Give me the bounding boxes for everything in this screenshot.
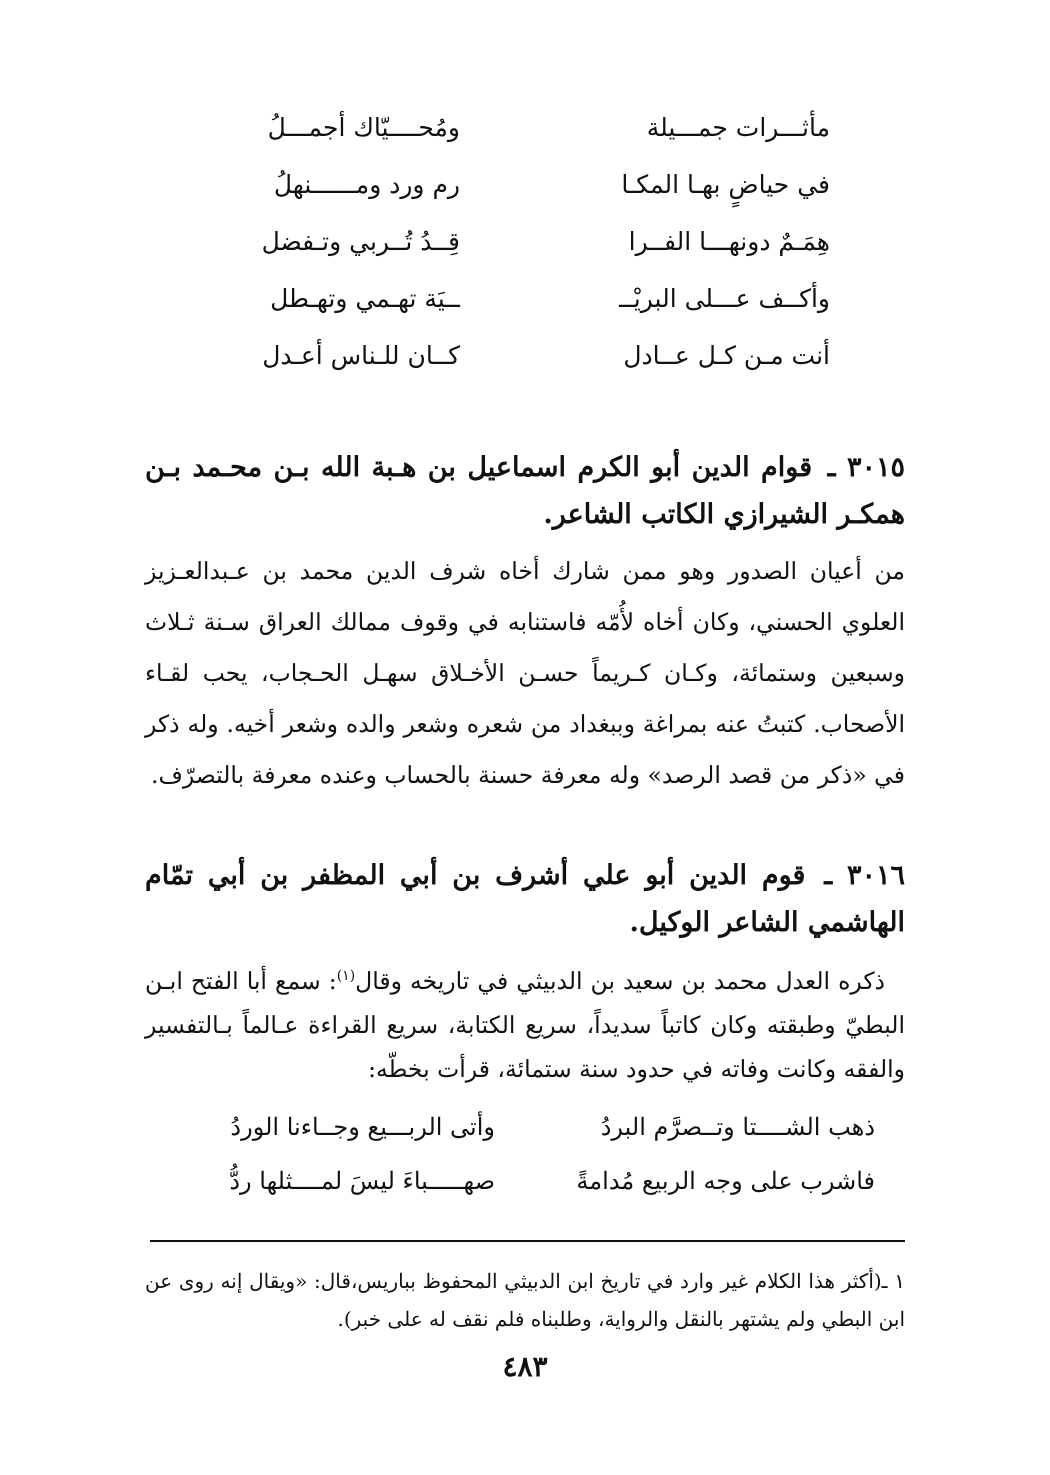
entry-paragraph: من أعيان الصدور وهو ممن شارك أخاه شرف الدين محمد بن عـبدالعـزيز العلوي الحسني، وكان أخاه لأُمّه فاستنابه في وقوف ممالك العراق سـنة ثـلاث وسبعين وستمائة، وكـان كـريماً حسـن الأخـلاق سهـل الحـجاب، يحب لقـاء الأصحاب. كتبتُ عنه بمراغة وببغداد من شعره وشعر والده وشعر أخيه. وله ذكر في «ذكر من قصد الرصد» وله معرفة حسنة بالحساب وعنده معرفة بالتصرّف. (145, 557, 905, 789)
poem-hemistich-first: مأثـــرات جمـــيلة (646, 113, 830, 142)
entry-paragraph (145, 954, 905, 1091)
footnote-divider (150, 1240, 905, 1242)
poem-hemistich-second: كــان للـناس أعـدل (262, 341, 460, 370)
entry-text: ذكره العدل محمد بن سعيد بن الدبيثي في تاريخه وقال (355, 966, 885, 995)
poem-hemistich-second: ومُحــــيّاك أجمـــلُ (267, 113, 460, 142)
poem-couplet (165, 1159, 875, 1213)
poem-couplet (225, 336, 830, 393)
poem-hemistich-first: هِمَـمٌ دونهـــا الفــرا (628, 227, 830, 256)
poem-couplet (165, 1105, 875, 1159)
poem-top (225, 108, 830, 393)
poem-hemistich-second: وأتى الربـــيع وجــاءنا الوردُ (230, 1113, 495, 1141)
page-number: ٤٨٣ (502, 1350, 548, 1383)
poem-hemistich-second: صهـــــباءَ ليسَ لمــــثلها ردُّ (229, 1167, 495, 1195)
poem-hemistich-first: ذهب الشــــتا وتــصرَّم البردُ (600, 1113, 875, 1141)
poem-hemistich-second: قِــدُ تُــربي وتـفضل (261, 227, 460, 256)
poem-hemistich-first: أنت مـن كـل عــادل (623, 341, 830, 370)
poem-couplet (225, 222, 830, 279)
poem-hemistich-first: في حياضٍ بهـا المكـا (621, 170, 830, 199)
poem-hemistich-second: رم ورد ومــــــنهلُ (273, 170, 460, 199)
entry-3015-heading (145, 444, 905, 538)
entry-number: ٣٠١٥ ـ (827, 452, 905, 483)
entry-title: قوم الدين أبو علي أشرف بن أبي المظفر بن أبي تمّام الهاشمي الشاعر الوكيل. (145, 860, 905, 938)
poem-hemistich-first: وأكــف عـــلى البريْــ (619, 284, 830, 313)
poem-hemistich-second: ــيَة تهـمي وتهـطل (270, 284, 460, 313)
footnote (145, 1262, 905, 1338)
entry-text: : سمع أبا الفتح ابـن البطيّ وطبقته وكان كاتباً سديداً، سريع الكتابة، سريع القراءة عـالماً بـالتفسير والفقه وكانت وفاته في حدود سنة ستمائة، قرأت بخطّه: (145, 966, 905, 1083)
entry-title: قوام الدين أبو الكرم اسماعيل بن هـبة الله بـن محـمد بـن همكـر الشيرازي الكاتب الشاعر. (145, 452, 905, 530)
poem-hemistich-first: فاشرب على وجه الربيع مُدامةً (576, 1167, 875, 1195)
entry-number: ٣٠١٦ ـ (824, 860, 906, 891)
entry-3015-body (145, 546, 905, 801)
poem-couplet (225, 108, 830, 165)
entry-3016-heading (145, 852, 905, 946)
poem-bottom (165, 1105, 875, 1213)
footnote-reference: (١) (336, 968, 356, 984)
entry-3016-body (145, 954, 905, 1091)
poem-couplet (225, 279, 830, 336)
footnote-text: ١ ـ(أكثر هذا الكلام غير وارد في تاريخ ابن الدبيثي المحفوظ بباريس،قال: «ويقال إنه روى عن ابن البطي ولم يشتهر بالنقل والرواية، وطلبناه فلم نقف له على خبر). (145, 1269, 905, 1331)
poem-couplet (225, 165, 830, 222)
